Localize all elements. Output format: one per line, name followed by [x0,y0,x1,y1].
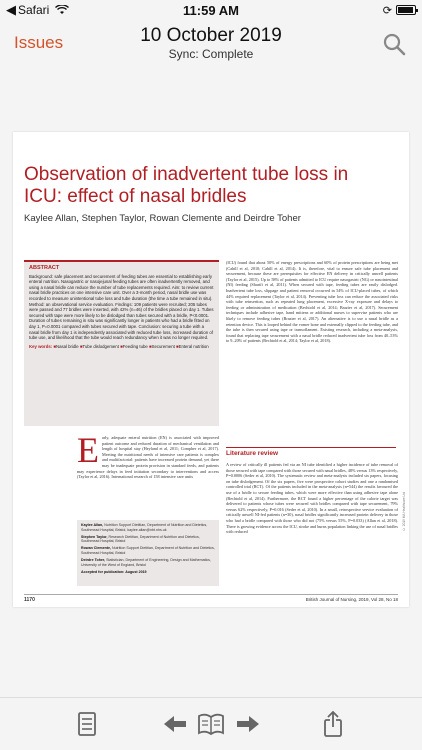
back-app-label: Safari [18,3,50,17]
author-name: Kaylee Allan, [81,523,104,527]
share-icon[interactable] [318,710,348,738]
body-right-bottom-text: A review of critically ill patients fed via an NI tube identified a higher incidence of tube removal of those secured with tape compared with those secured with nasal bridles, 48% versus 13% respectively, P=0.0006 (Seder et al, 2010). The systematic review and meta-analysis included six papers, focusing on tube dislodgement. Of the six papers, five were prospective cohort studies and one a randomised controlled trial (RCT). Of the patients included in the meta-analysis (n=544) the results favoured the use of a bridle to secure feeding tubes, which were more effective than using adhesive tape alone (Bechtold et al, 2014). Furthermore, the RCT found a higher percentage of the calorie target was delivered to patients whose tubes were secured with bridles compared with tape securement, 79% versus 62% respectively, P=0.016 (Seder et al, 2010). In a small, retrospective service evaluation of critically unwell NI-fed patients (n=30), nasal bridles significantly increased protein delivery in those who had a bridle compared with those who did not (75% versus 55%, P=0.033) (Allan et al, 2018). There is growing evidence across the ICU, stroke and burns population linking the use of nasal bridles with reduced [226,462,398,535]
article-authors: Kaylee Allan, Stephen Taylor, Rowan Clemente and Deirdre Toher [24,213,301,224]
section-divider [226,447,396,448]
author-role: Nutrition Support Dietitian, Department of Nutrition and Dietetics, Southmead Hospital, Bristol, kaylee.allan@nbt.nhs.uk [81,523,208,532]
journal-reference: British Journal of Nursing, 2019, Vol 28, No 18 [305,597,398,602]
author-info-box [77,520,219,586]
abstract-box [24,260,219,426]
back-to-app[interactable] [6,2,69,18]
keyword: Nasal bridle [55,343,79,349]
drop-cap: E [77,435,99,470]
author-entry [81,546,215,555]
nav-bar [0,20,422,66]
body-left-column [77,435,219,515]
author-entry [81,523,215,532]
abstract-text: Background: safe placement and securement of feeding tubes are essential to establishing early enteral nutrition. Nasogastric or nasojejunal feeding tubes are often inadvertently removed, and using a nasal bridle can reduce the number of tube replacements required. Aim: to review current nasal bridle practices on one intensive care unit. Over a 3-month period, nasal bridle use was recorded to measure unintentional tube loss and tube duration (the time a tube remained in situ). Method: an observational service evaluation. Findings: 109 patients were recruited; 205 tubes were passed and 77 bridles were inserted, with 42% (n=46) of the bridles placed on day 1. Tubes secured with tape were more likely to be dislodged than tubes secured with a bridle, P<0.0001. Duration of tubes remaining in situ was significantly longer in patients who had a bridle fitted on day 1, P=0.0001 compared with tubes secured with tape. Conclusion: securing a tube with a nasal bridle from day 1 is independently associated with reduced tube loss, increased duration of tube use, and likelihood that the tube would reach redundancy when it was no longer required. [29,273,214,341]
body-left-text: arly, adequate enteral nutrition (EN) is associated with improved patient outcome and reduced duration of mechanical ventilation and length of hospital stay (Heyland et al, 2011; Compher et al, 2017). Meeting the nutritional needs of intensive care patients is complex and multifactorial: patients have increased protein demand, yet there may be inadequate protein provision in standard feeds, and patients may experience delays in feed initiation secondary to interventions and access (Taylor et al, 2016). International research of 158 intensive care units [77,435,219,480]
battery-icon [396,5,416,15]
wifi-icon [55,5,69,15]
keyword: Securement [151,343,175,349]
author-name: Rowan Clemente, [81,546,111,551]
sync-status: Sync: Complete [168,47,254,61]
keyword-bullet-icon: ■ [120,343,123,349]
article-page[interactable] [13,132,409,607]
author-role: Research Dietitian, Department of Nutrition and Dietetics, Southmead Hospital, Bristol [81,534,200,544]
author-entry [81,558,215,567]
accepted-text: Accepted for publication: August 2019 [81,569,147,574]
keyword-bullet-icon: ■ [53,343,56,349]
author-name: Deirdre Toher, [81,558,106,563]
author-role: Nutrition Support Dietitian, Department of Nutrition and Dietetics, Southmead Hospital, Bristol [81,546,215,555]
issue-date: 10 October 2019 [140,25,282,46]
issues-button[interactable]: Issues [14,33,64,52]
body-right-bottom [226,462,398,590]
article-title: Observation of inadvertent tube loss in ICU: effect of nasal bridles [24,164,349,207]
status-time: 11:59 AM [183,2,239,18]
keyword-bullet-icon: ■ [79,343,83,349]
keyword-bullet-icon: ■ [175,343,179,349]
author-entry [81,535,215,544]
reading-icon[interactable] [196,710,226,738]
body-right-top-text: (ICU) found that about 50% of energy prescriptions and 60% of protein prescriptions are being met (Cahill et al, 2010; Cahill et al, 2014). It is, therefore, vital to ensure safe tube placement and securement, because these are prerequisites for effective EN delivery in critically unwell patients (Taylor et al, 2015). Up to 58% of patients admitted to ICU require nasogastric (NG) or nasointestinal (NI) feeding (Sharifi et al, 2011). When secured with tape, feeding tubes are easily dislodged. Inadvertent tube loss, slippage and patient removal occurred in 54% of ICU-placed tubes, of which 44% required replacement (Taylor et al, 2014). Preventing tube loss can reduce the associated risks with tube reinsertion, such as repeated lung placement, excessive X-ray exposure and delays to feeding or administration of medication (Bechtold et al, 2014; Brazier et al, 2017). Securement techniques include adhesive tape, hand mittens or additional nurses to supervise patients who are likely to remove feeding tubes (Brazier et al, 2017). An alternative is to use a nasal bridle as a retention device. This is looped behind the vomer bone and externally clipped to the feeding tube, and the tube is then secured using tape or transoflament. Existing research, including a meta-analysis, found that replacing tape securement with a nasal bridle reduced inadvertent tube loss from 40–53% to 9–20% of patients (Bechtold et al, 2014; Taylor et al, 2018). [226,260,398,344]
toc-icon[interactable] [72,710,102,738]
keyword: Feeding tube [122,343,148,349]
orientation-lock-icon: ⟳ [382,4,392,17]
keyword: Enteral nutrition [178,343,209,349]
keyword-bullet-icon: ■ [149,343,152,349]
author-role: Statistician, Department of Engineering, Design and Mathematics, University of the West of England, Bristol [81,558,211,567]
keyword: Tube dislodgement [82,343,119,349]
chevron-left-icon: ◀ [6,2,16,17]
copyright-notice: © 2019 MA Healthcare Ltd [402,492,406,532]
body-right-top [226,260,398,442]
search-icon[interactable] [382,32,406,56]
keywords-label: Key words: [29,343,53,349]
status-bar [0,0,422,20]
accepted-date [81,570,215,575]
page-footer [24,594,398,603]
literature-review-heading: Literature review [226,450,279,457]
next-arrow-icon[interactable] [233,710,263,738]
keywords [29,344,214,350]
page-number: 1170 [24,597,35,603]
bottom-toolbar [0,697,422,750]
abstract-heading: ABSTRACT [29,265,60,271]
prev-arrow-icon[interactable] [160,710,190,738]
author-name: Stephen Taylor, [81,534,108,539]
